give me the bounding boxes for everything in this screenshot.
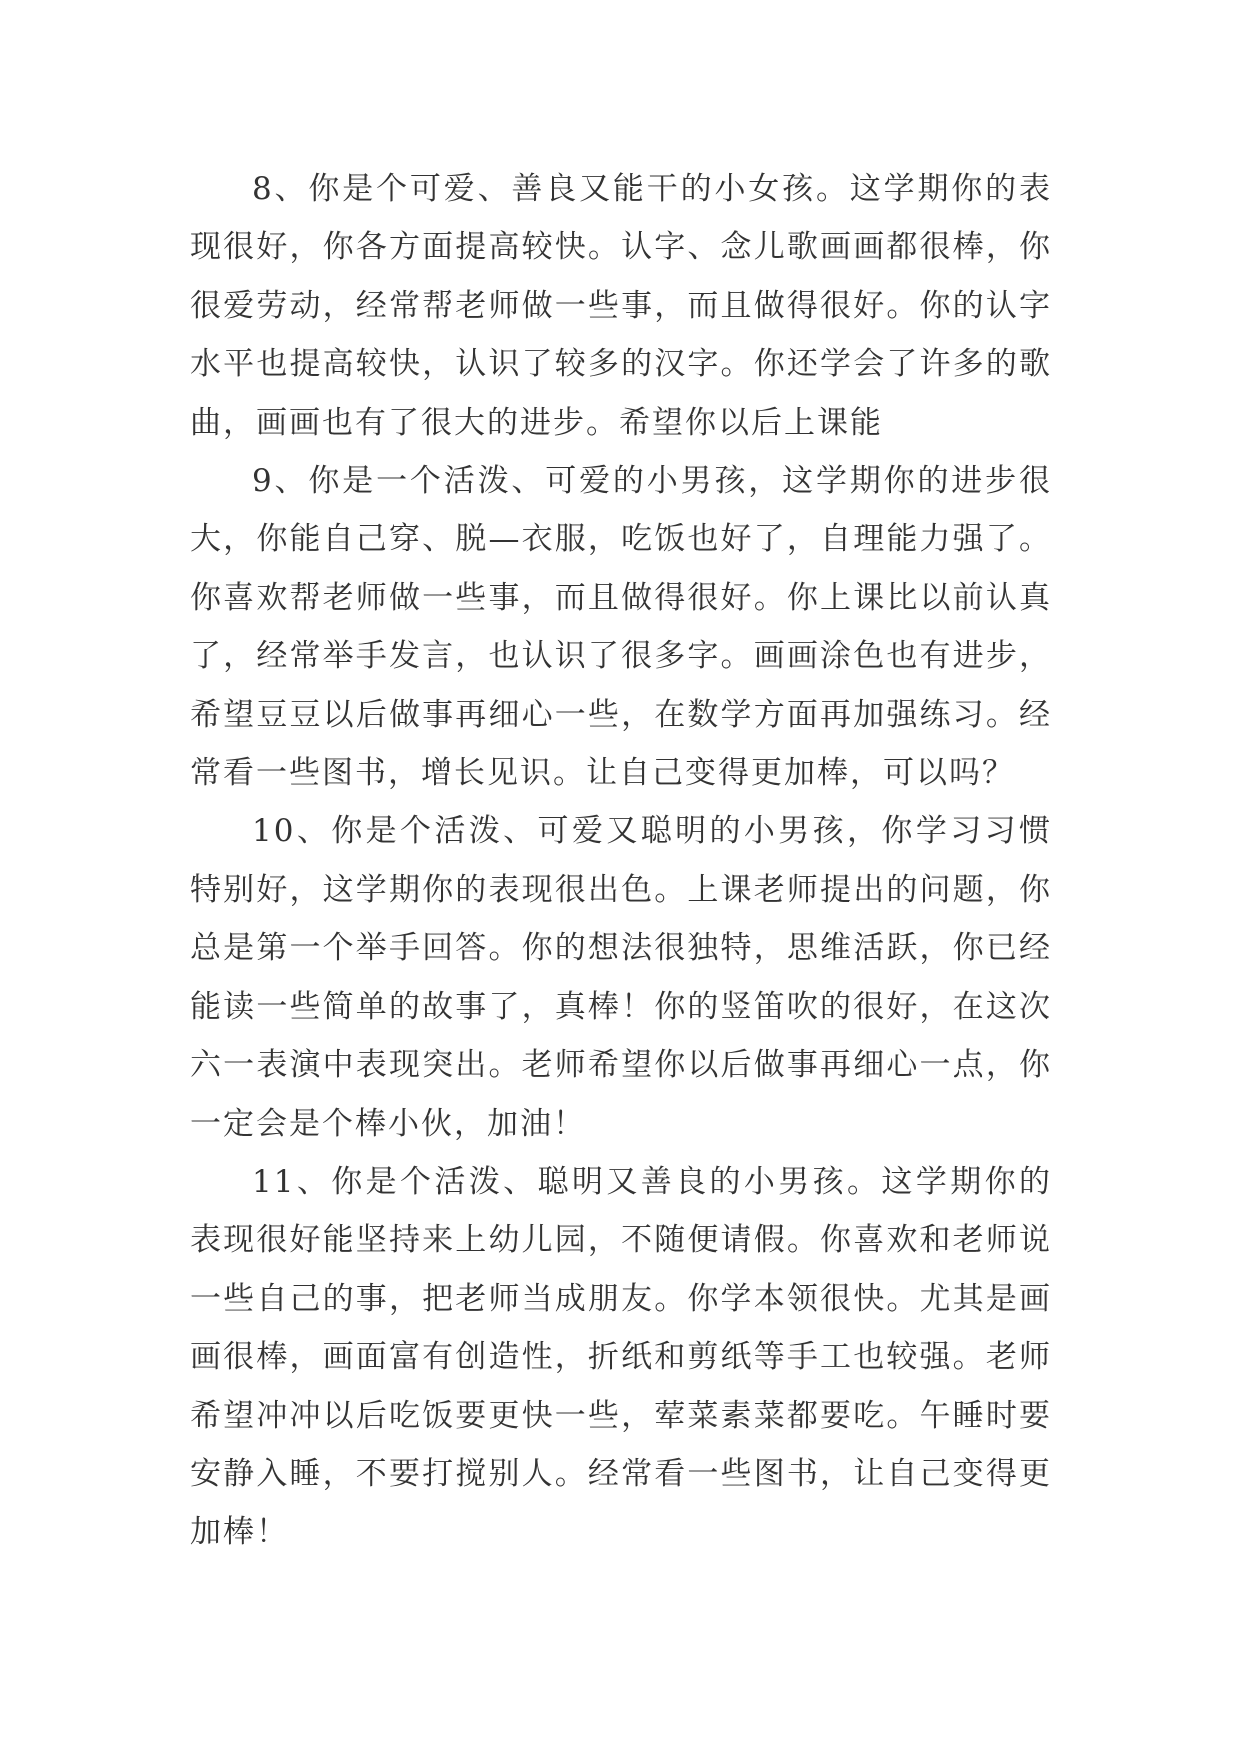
document-body <box>190 160 1052 1562</box>
comment-paragraph-10: 10、你是个活泼、可爱又聪明的小男孩，你学习习惯特别好，这学期你的表现很出色。上课老师提出的问题，你总是第一个举手回答。你的想法很独特，思维活跃，你已经能读一些简单的故事了，真棒！你的竖笛吹的很好，在这次六一表演中表现突出。老师希望你以后做事再细心一点，你一定会是个棒小伙，加油！ <box>190 813 1052 1142</box>
comment-paragraph-9: 9、你是一个活泼、可爱的小男孩，这学期你的进步很大，你能自己穿、脱—衣服，吃饭也好了，自理能力强了。你喜欢帮老师做一些事，而且做得很好。你上课比以前认真了，经常举手发言，也认识了很多字。画画涂色也有进步，希望豆豆以后做事再细心一些，在数学方面再加强练习。经常看一些图书，增长见识。让自己变得更加棒，可以吗？ <box>190 463 1052 792</box>
comment-paragraph-11: 11、你是个活泼、聪明又善良的小男孩。这学期你的表现很好能坚持来上幼儿园，不随便请假。你喜欢和老师说一些自己的事，把老师当成朋友。你学本领很快。尤其是画画很棒，画面富有创造性，折纸和剪纸等手工也较强。老师希望冲冲以后吃饭要更快一些，荤菜素菜都要吃。午睡时要安静入睡，不要打搅别人。经常看一些图书，让自己变得更加棒！ <box>190 1163 1052 1551</box>
comment-paragraph-8: 8、你是个可爱、善良又能干的小女孩。这学期你的表现很好，你各方面提高较快。认字、念儿歌画画都很棒，你很爱劳动，经常帮老师做一些事，而且做得很好。你的认字水平也提高较快，认识了较多的汉字。你还学会了许多的歌曲，画画也有了很大的进步。希望你以后上课能 <box>190 171 1052 441</box>
